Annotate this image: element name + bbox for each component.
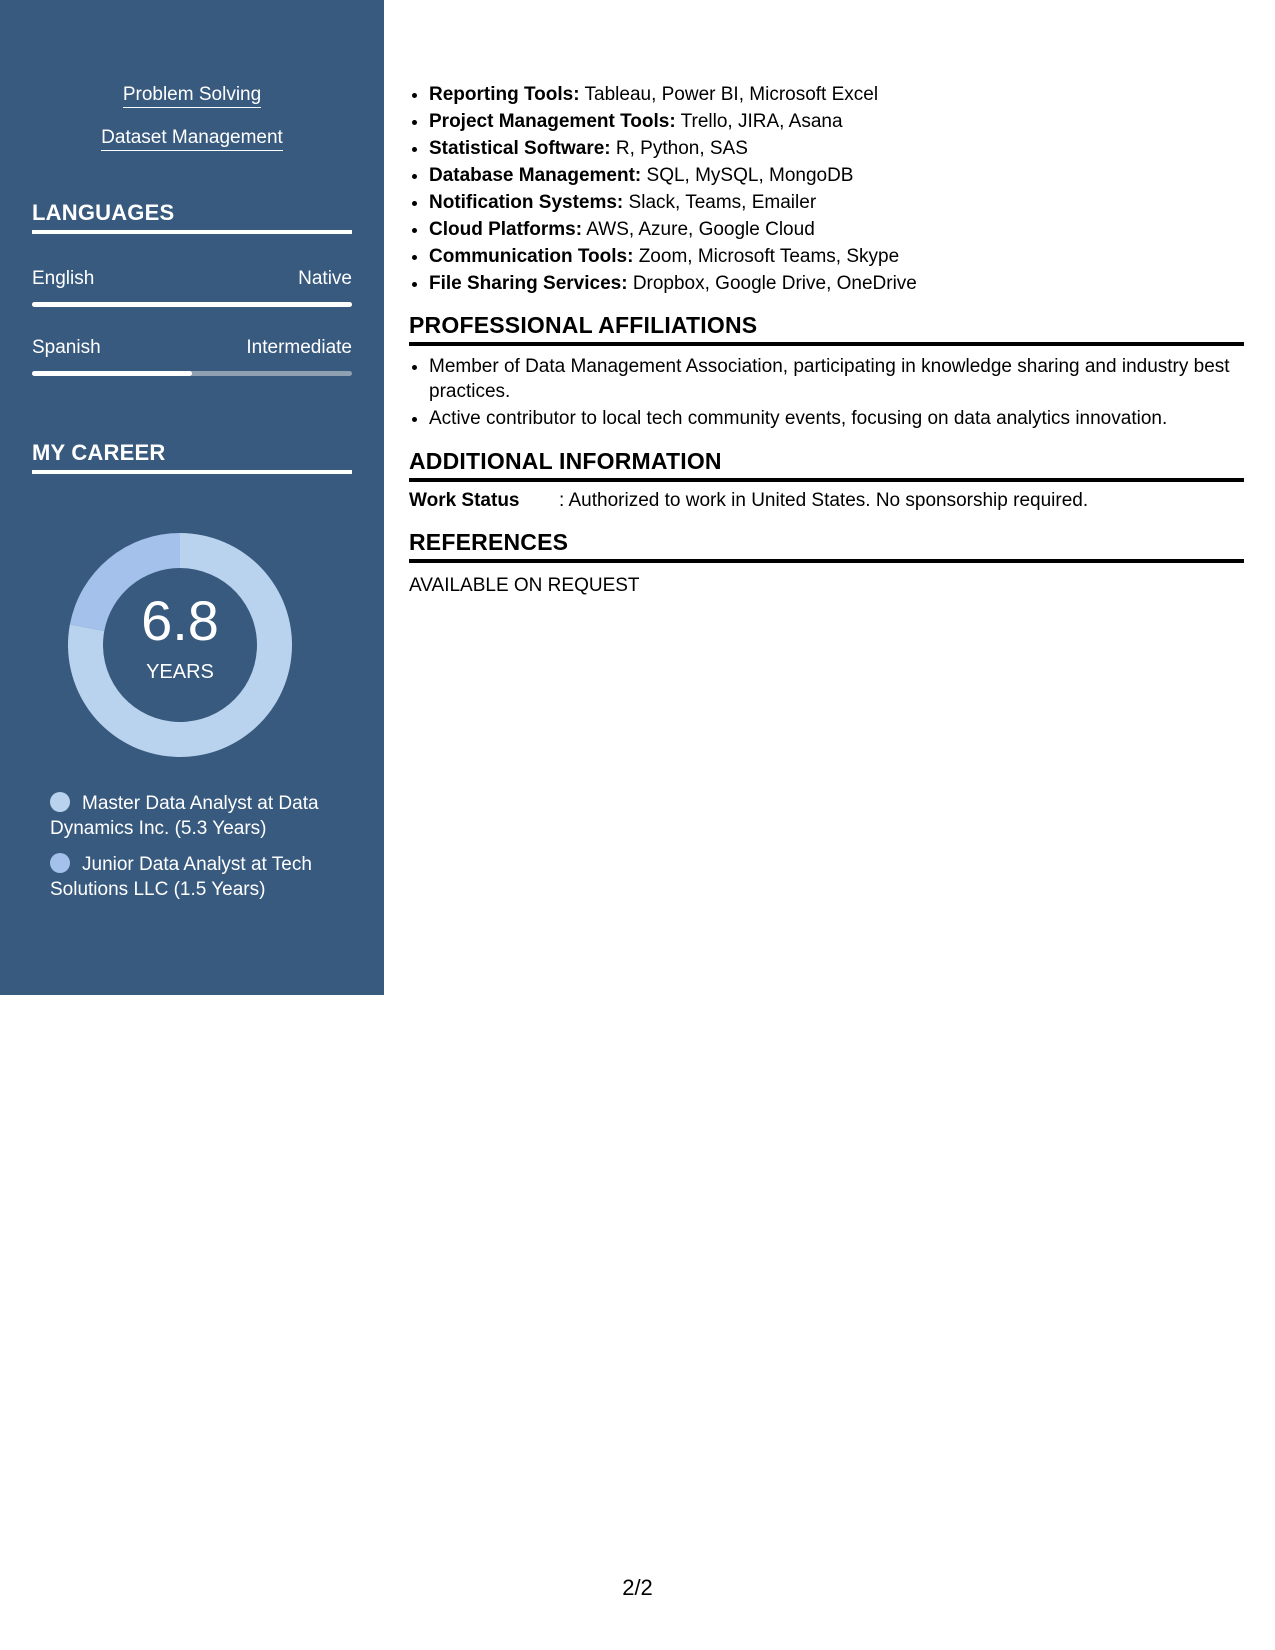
tool-label: Project Management Tools: (429, 111, 676, 132)
tool-value: Zoom, Microsoft Teams, Skype (638, 246, 900, 267)
career-legend (50, 792, 340, 914)
sidebar (0, 0, 384, 995)
tool-item (429, 135, 1244, 162)
additional-info-heading: ADDITIONAL INFORMATION (409, 448, 1244, 482)
tool-label: Statistical Software: (429, 138, 611, 159)
tool-value: Trello, JIRA, Asana (680, 111, 843, 132)
tool-item (429, 162, 1244, 189)
affiliations-heading: PROFESSIONAL AFFILIATIONS (409, 312, 1244, 346)
work-status-value: : Authorized to work in United States. No sponsorship required. (559, 490, 1089, 511)
language-level: Intermediate (246, 337, 352, 358)
affiliations-list (409, 355, 1244, 435)
language-english (32, 268, 352, 307)
language-name: English (32, 268, 95, 289)
language-level: Native (298, 268, 352, 289)
language-bar (32, 302, 352, 307)
tool-item (429, 216, 1244, 243)
tool-item (429, 108, 1244, 135)
references-heading: REFERENCES (409, 529, 1244, 563)
language-bar-fill (32, 302, 352, 307)
skill-dataset-management[interactable]: Dataset Management (101, 127, 283, 151)
work-status-row (409, 490, 1088, 512)
tool-label: Reporting Tools: (429, 84, 580, 105)
language-bar-fill (32, 371, 192, 376)
tool-item (429, 189, 1244, 216)
tool-label: Communication Tools: (429, 246, 634, 267)
career-item-label: Junior Data Analyst at Tech Solutions LLC (1.5 Years) (50, 854, 312, 900)
page-number: 2/2 (622, 1575, 653, 1600)
career-total-unit: YEARS (146, 661, 214, 683)
tool-value: AWS, Azure, Google Cloud (586, 219, 815, 240)
legend-dot-icon (50, 792, 70, 812)
tool-label: Notification Systems: (429, 192, 624, 213)
legend-dot-icon (50, 853, 70, 873)
affiliation-item: • Active contributor to local tech community events, focusing on data analytics innovation. (429, 407, 1244, 432)
career-item-label: Master Data Analyst at Data Dynamics Inc. (5.3 Years) (50, 793, 319, 839)
tool-item (429, 81, 1244, 108)
work-status-label: Work Status (409, 490, 520, 511)
tool-value: Tableau, Power BI, Microsoft Excel (584, 84, 879, 105)
references-text: AVAILABLE ON REQUEST (409, 575, 640, 596)
language-bar (32, 371, 352, 376)
career-item (50, 792, 340, 841)
tool-value: Slack, Teams, Emailer (628, 192, 817, 213)
language-spanish (32, 337, 352, 376)
tool-item (429, 270, 1244, 297)
skill-problem-solving[interactable]: Problem Solving (123, 84, 261, 108)
tool-value: SQL, MySQL, MongoDB (646, 165, 854, 186)
skills-list (0, 84, 384, 170)
tool-value: Dropbox, Google Drive, OneDrive (632, 273, 917, 294)
language-name: Spanish (32, 337, 101, 358)
tool-value: R, Python, SAS (615, 138, 748, 159)
tool-item (429, 243, 1244, 270)
affiliation-item: • Member of Data Management Association, participating in knowledge sharing and industry best practices. (429, 355, 1244, 404)
tool-label: Cloud Platforms: (429, 219, 583, 240)
tool-label: File Sharing Services: (429, 273, 628, 294)
career-donut-chart (60, 525, 300, 765)
career-heading: MY CAREER (32, 440, 352, 474)
career-item (50, 853, 340, 902)
career-total-value: 6.8 (141, 589, 219, 652)
tool-label: Database Management: (429, 165, 642, 186)
tools-list (409, 81, 1244, 297)
languages-heading: LANGUAGES (32, 200, 352, 234)
